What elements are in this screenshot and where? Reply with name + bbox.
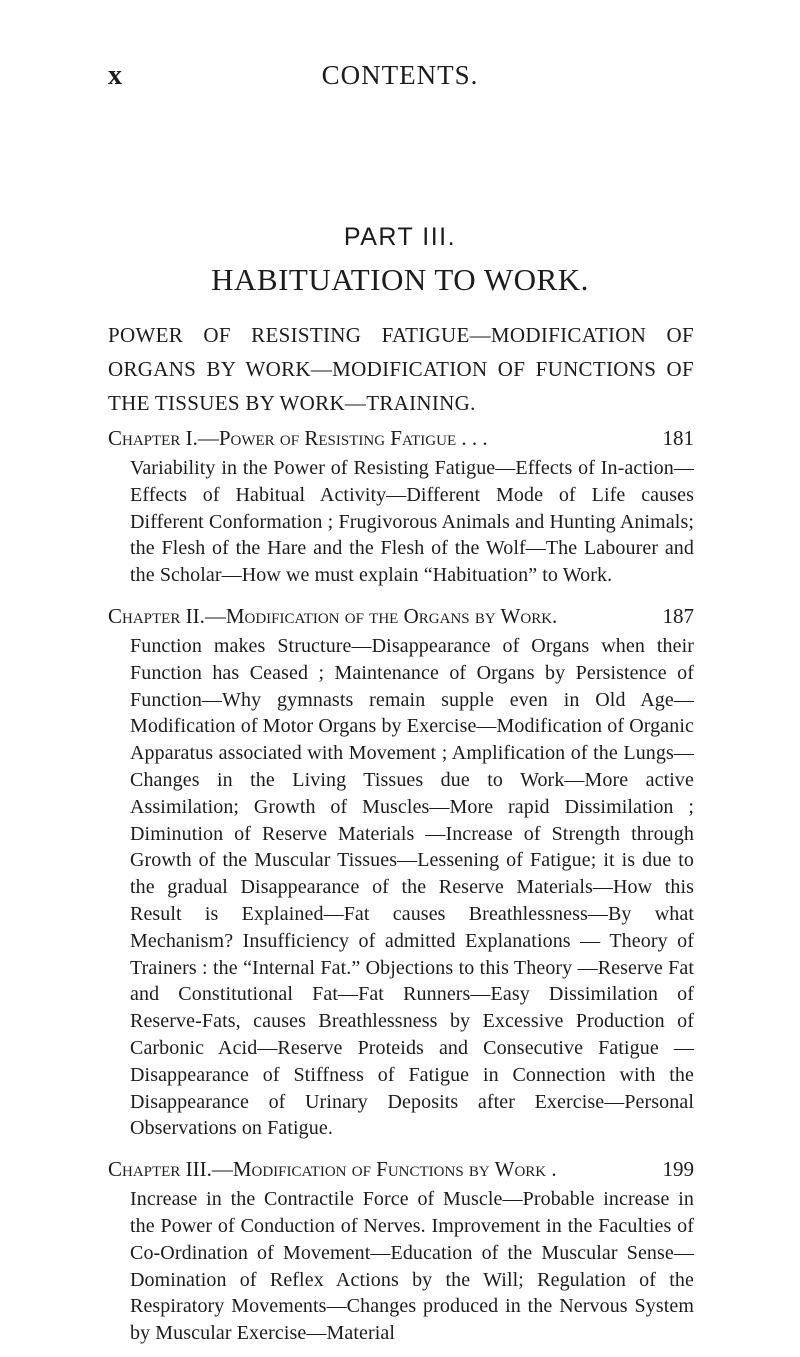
chapter-2-description: Function makes Structure—Disappearance of Organs when their Function has Ceased ; Maintenance of Organs by Persistence of Function—Why gymnasts remain supple even in Old Age—Modification of Motor Organs by Exercise—Modification of Organic Apparatus associated with Movement ; Amplification of the Lungs—Changes in the Living Tissues due to Work—More active Assimilation; Growth of Muscles—More rapid Dissimilation ; Diminution of Reserve Materials —Increase of Strength through Growth of the Muscular Tissues—Lessening of Fatigue; it is due to the gradual Disappearance of the Reserve Materials—How this Result is Explained—Fat causes Breathlessness—By what Mechanism? Insufficiency of admitted Explanations — Theory of Trainers : the “Internal Fat.” Objections to this Theory —Reserve Fat and Constitutional Fat—Fat Runners—Easy Dissimilation of Reserve-Fats, causes Breathlessness by Excessive Production of Carbonic Acid—Reserve Proteids and Consecutive Fatigue — Disappearance of Stiffness of Fatigue in Connection with the Disappearance of Urinary Deposits after Exercise—Personal Observations on Fatigue. xyxy=(130,634,694,1140)
chapter-2-heading xyxy=(108,599,694,633)
page-number: x xyxy=(108,60,122,91)
chapter-3-heading xyxy=(108,1152,694,1186)
contents-body xyxy=(108,318,694,1357)
chapter-title: Chapter II.—Modification of the Organs by Work. xyxy=(108,603,558,628)
chapter-title: Chapter I.—Power of Resisting Fatigue . . . xyxy=(108,426,488,450)
chapter-page: 199 xyxy=(662,1157,694,1182)
chapter-title: Chapter III.—Modification of Functions by Work . xyxy=(108,1157,557,1182)
running-header xyxy=(0,60,800,100)
chapter-page: 181 xyxy=(662,426,694,450)
part-label: PART III. xyxy=(343,223,457,251)
chapter-page: 187 xyxy=(662,603,694,628)
part-summary: POWER OF RESISTING FATIGUE—MODIFICATION OF ORGANS BY WORK—MODIFICATION OF FUNCTIONS OF THE TISSUES BY WORK—TRAINING. xyxy=(108,323,694,415)
chapter-3-description: Increase in the Contractile Force of Muscle—Probable increase in the Power of Conduction of Nerves. Improvement in the Faculties of Co-Ordination of Movement—Education of the Muscular Sense—Domination of Reflex Actions by the Will; Regulation of the Respiratory Movements—Changes produced in the Nervous System by Muscular Exercise—Material xyxy=(130,1188,694,1345)
part-title: HABITUATION TO WORK. xyxy=(211,262,589,297)
chapter-1-description: Variability in the Power of Resisting Fatigue—Effects of In-action—Effects of Habitual Activity—Different Mode of Life causes Different Conformation ; Frugivorous Animals and Hunting Animals; the Flesh of the Hare and the Flesh of the Wolf—The Labourer and the Scholar—How we must explain “Habituation” to Work. xyxy=(130,457,694,587)
running-title: CONTENTS. xyxy=(321,60,479,90)
chapter-1-heading xyxy=(108,421,694,455)
